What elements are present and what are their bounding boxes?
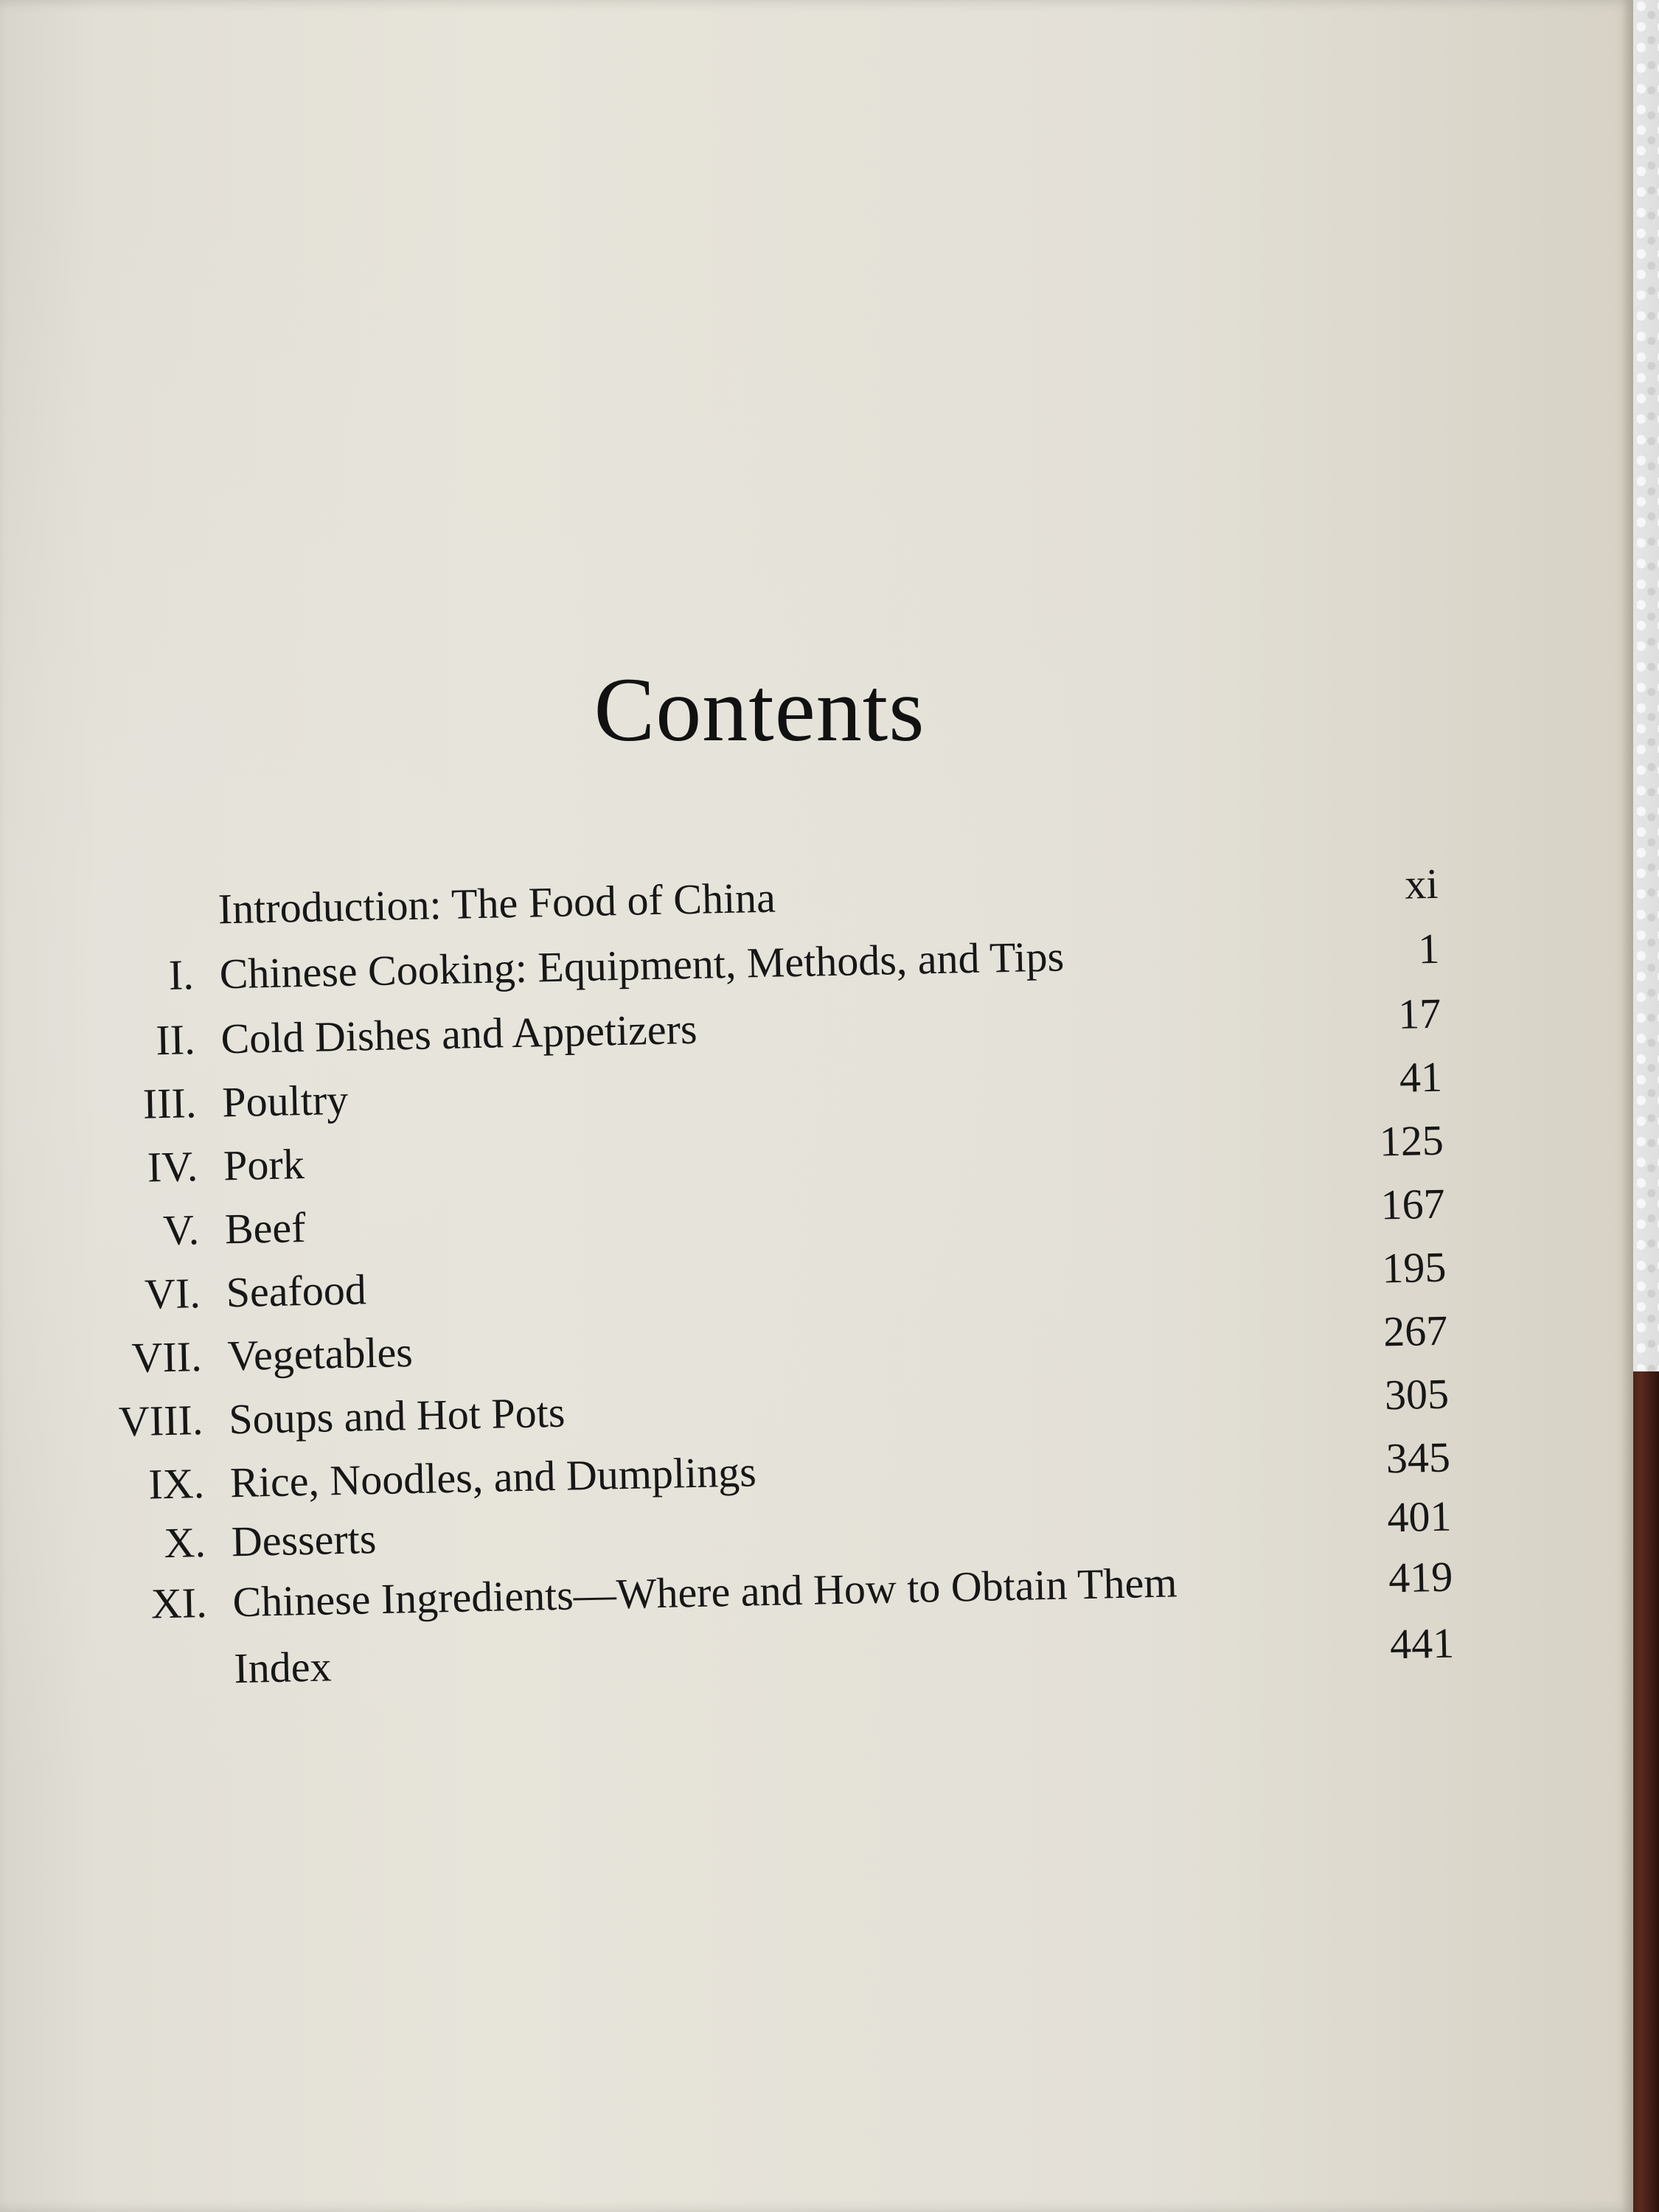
chapter-numeral: X. (163, 1517, 206, 1568)
table-of-contents (0, 852, 1519, 1784)
chapter-numeral: IV. (147, 1142, 198, 1192)
chapter-numeral: III. (142, 1079, 198, 1128)
chapter-numeral: I. (168, 950, 195, 999)
chapter-numeral: IX. (147, 1458, 205, 1509)
chapter-numeral: V. (162, 1206, 200, 1255)
page-number: 305 (1384, 1369, 1450, 1419)
chapter-title: Vegetables (226, 1328, 414, 1380)
chapter-title: Poultry (221, 1075, 349, 1127)
page-number: 125 (1379, 1116, 1444, 1166)
chapter-numeral: VI. (144, 1269, 201, 1318)
page-number: 17 (1397, 989, 1441, 1038)
page-number: 41 (1399, 1052, 1443, 1102)
chapter-numeral: VIII. (118, 1395, 204, 1446)
chapter-title: Desserts (231, 1514, 377, 1566)
chapter-numeral: VII. (131, 1332, 203, 1382)
chapter-title: Rice, Noodles, and Dumplings (229, 1447, 757, 1507)
page-number: 1 (1417, 924, 1441, 973)
chapter-numeral (0, 1639, 208, 1644)
chapter-title: Cold Dishes and Appetizers (220, 1004, 698, 1063)
chapter-title: Soups and Hot Pots (228, 1388, 566, 1444)
page-number: 419 (1388, 1552, 1453, 1602)
page-number: 401 (1386, 1492, 1453, 1542)
chapter-title: Beef (224, 1203, 307, 1253)
page-number: 441 (1389, 1618, 1455, 1669)
contents-heading: Contents (594, 659, 925, 760)
page-number: 195 (1381, 1242, 1447, 1293)
page-number: 267 (1382, 1306, 1448, 1356)
chapter-title: Chinese Ingredients—Where and How to Obtain Them (232, 1558, 1178, 1627)
chapter-numeral: XI. (150, 1578, 208, 1628)
chapter-title: Index (233, 1642, 333, 1693)
page-number: 167 (1380, 1179, 1446, 1229)
chapter-title: Introduction: The Food of China (218, 873, 776, 933)
chapter-numeral (0, 880, 192, 884)
chapter-title: Seafood (226, 1265, 367, 1317)
chapter-numeral: II. (155, 1015, 196, 1065)
page-number: xi (1404, 859, 1439, 908)
page-number: 345 (1385, 1433, 1451, 1483)
chapter-title: Pork (223, 1140, 305, 1190)
chapter-title: Chinese Cooking: Equipment, Methods, and Tips (219, 932, 1065, 998)
